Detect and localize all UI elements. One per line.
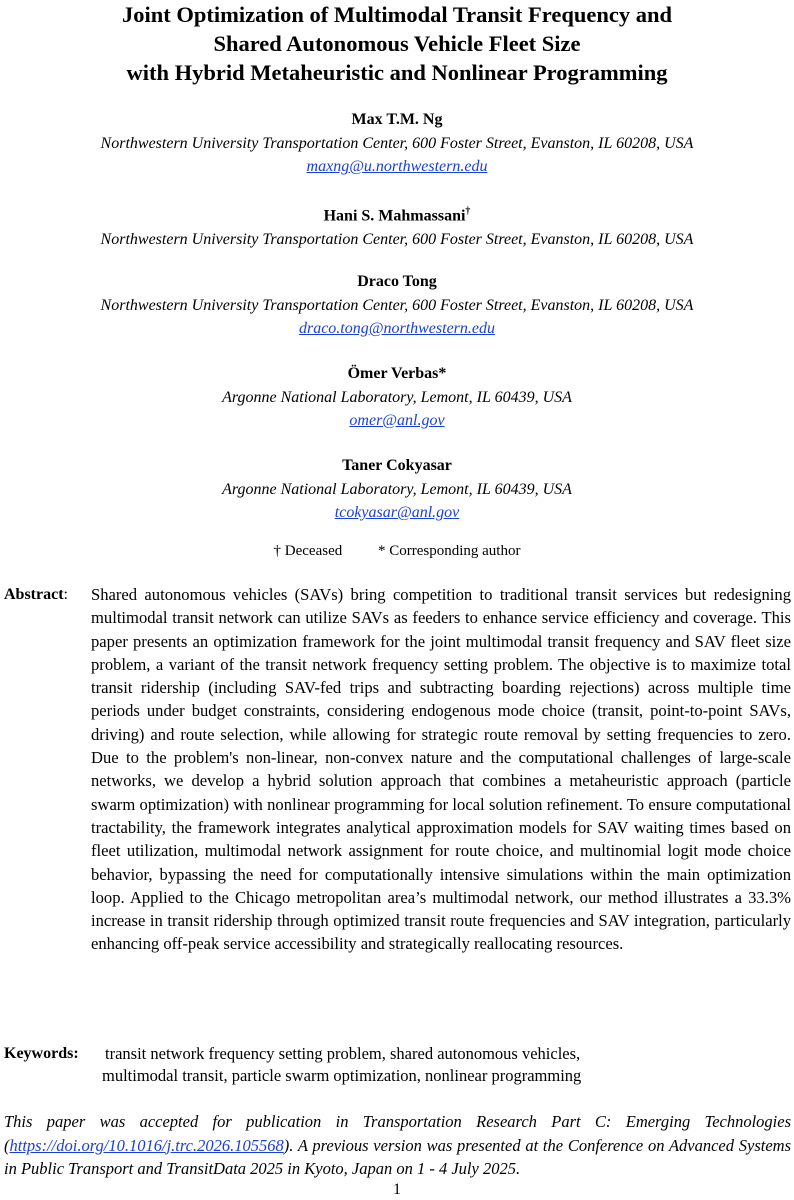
keywords-line-1: transit network frequency setting problem, shared autonomous vehicles,	[105, 1044, 581, 1063]
author-notes	[0, 541, 794, 561]
author-email-link[interactable]: draco.tong@northwestern.edu	[298, 320, 496, 337]
author-block-3	[0, 270, 794, 340]
abstract-section	[4, 583, 794, 972]
author-email-link[interactable]: maxng@u.northwestern.edu	[306, 158, 488, 175]
author-affiliation: Northwestern University Transportation Center, 600 Foster Street, Evanston, IL 60208, USA	[100, 231, 694, 249]
paper-title	[0, 0, 794, 87]
publication-note-lead: This paper was accepted for publication in Transportation Research Part C: Emerging Technologies (	[4, 1112, 791, 1155]
author-block-1	[0, 108, 794, 178]
keywords-label: Keywords:	[4, 1045, 79, 1062]
author-name-text: Hani S. Mahmassani	[323, 207, 466, 225]
title-line-1: Joint Optimization of Multimodal Transit Frequency and	[121, 2, 673, 27]
abstract-label-text: Abstract	[4, 586, 64, 603]
author-name: Draco Tong	[357, 273, 437, 290]
author-email-link[interactable]: tcokyasar@anl.gov	[334, 504, 460, 521]
author-block-2	[0, 200, 794, 251]
corresponding-note: * Corresponding author	[377, 543, 521, 559]
author-affiliation: Northwestern University Transportation Center, 600 Foster Street, Evanston, IL 60208, USA	[100, 297, 694, 314]
abstract-text: Shared autonomous vehicles (SAVs) bring competition to traditional transit services but redesigning multimodal transit network can utilize SAVs as feeders to enhance service efficiency and coverage. This paper presents an optimization framework for the joint multimodal transit frequency and SAV fleet size problem, a variant of the transit network frequency setting problem. The objective is to maximize total transit ridership (including SAV-fed trips and subtracting boarding rejections) across multiple time periods under budget constraints, considering endogenous mode choice (transit, point-to-point SAVs, driving) and route selection, while allowing for strategic route removal by setting frequencies to zero. Due to the problem's non-linear, non-convex nature and the computational challenges of large-scale networks, we develop a hybrid solution approach that combines a metaheuristic approach (particle swarm optimization) with nonlinear programming for local solution refinement. To ensure computational tractability, the framework integrates analytical approximation models for SAV waiting times based on fleet utilization, multimodal network assignment for route choice, and multinomial logit mode choice behavior, bypassing the need for computationally intensive simulations within the main optimization loop. Applied to the Chicago metropolitan area’s multimodal network, our method illustrates a 33.3% increase in transit ridership through optimized transit route frequencies and SAV integration, particularly enhancing off-peak service accessibility and strategically reallocating resources.	[91, 585, 791, 954]
author-block-5	[0, 454, 794, 524]
author-affiliation: Northwestern University Transportation Center, 600 Foster Street, Evanston, IL 60208, USA	[100, 135, 694, 152]
author-name	[0, 200, 794, 228]
doi-link[interactable]: https://doi.org/10.1016/j.trc.2026.105568	[9, 1135, 284, 1155]
author-affiliation: Argonne National Laboratory, Lemont, IL 60439, USA	[222, 481, 572, 498]
abstract-colon: :	[63, 586, 68, 603]
abstract-label	[4, 583, 68, 606]
author-affiliation: Argonne National Laboratory, Lemont, IL 60439, USA	[222, 389, 572, 406]
author-name: Taner Cokyasar	[342, 457, 452, 474]
title-line-3: with Hybrid Metaheuristic and Nonlinear Programming	[126, 60, 668, 85]
deceased-mark: †	[465, 206, 471, 217]
keywords-line-2: multimodal transit, particle swarm optimization, nonlinear programming	[102, 1066, 582, 1085]
author-name: Max T.M. Ng	[351, 111, 443, 128]
keywords-section	[4, 1043, 794, 1087]
deceased-note: † Deceased	[273, 543, 343, 559]
page-number: 1	[393, 1181, 401, 1198]
author-name: Ömer Verbas*	[347, 365, 447, 382]
title-line-2: Shared Autonomous Vehicle Fleet Size	[213, 31, 581, 56]
publication-note	[4, 1110, 791, 1181]
author-block-4	[0, 362, 794, 432]
author-email-link[interactable]: omer@anl.gov	[349, 412, 445, 429]
publication-note-tail: ). A previous version was presented at the Conference on Advanced Systems in Public Transport and TransitData 2025 in Kyoto, Japan on 1 - 4 July 2025.	[4, 1135, 791, 1178]
